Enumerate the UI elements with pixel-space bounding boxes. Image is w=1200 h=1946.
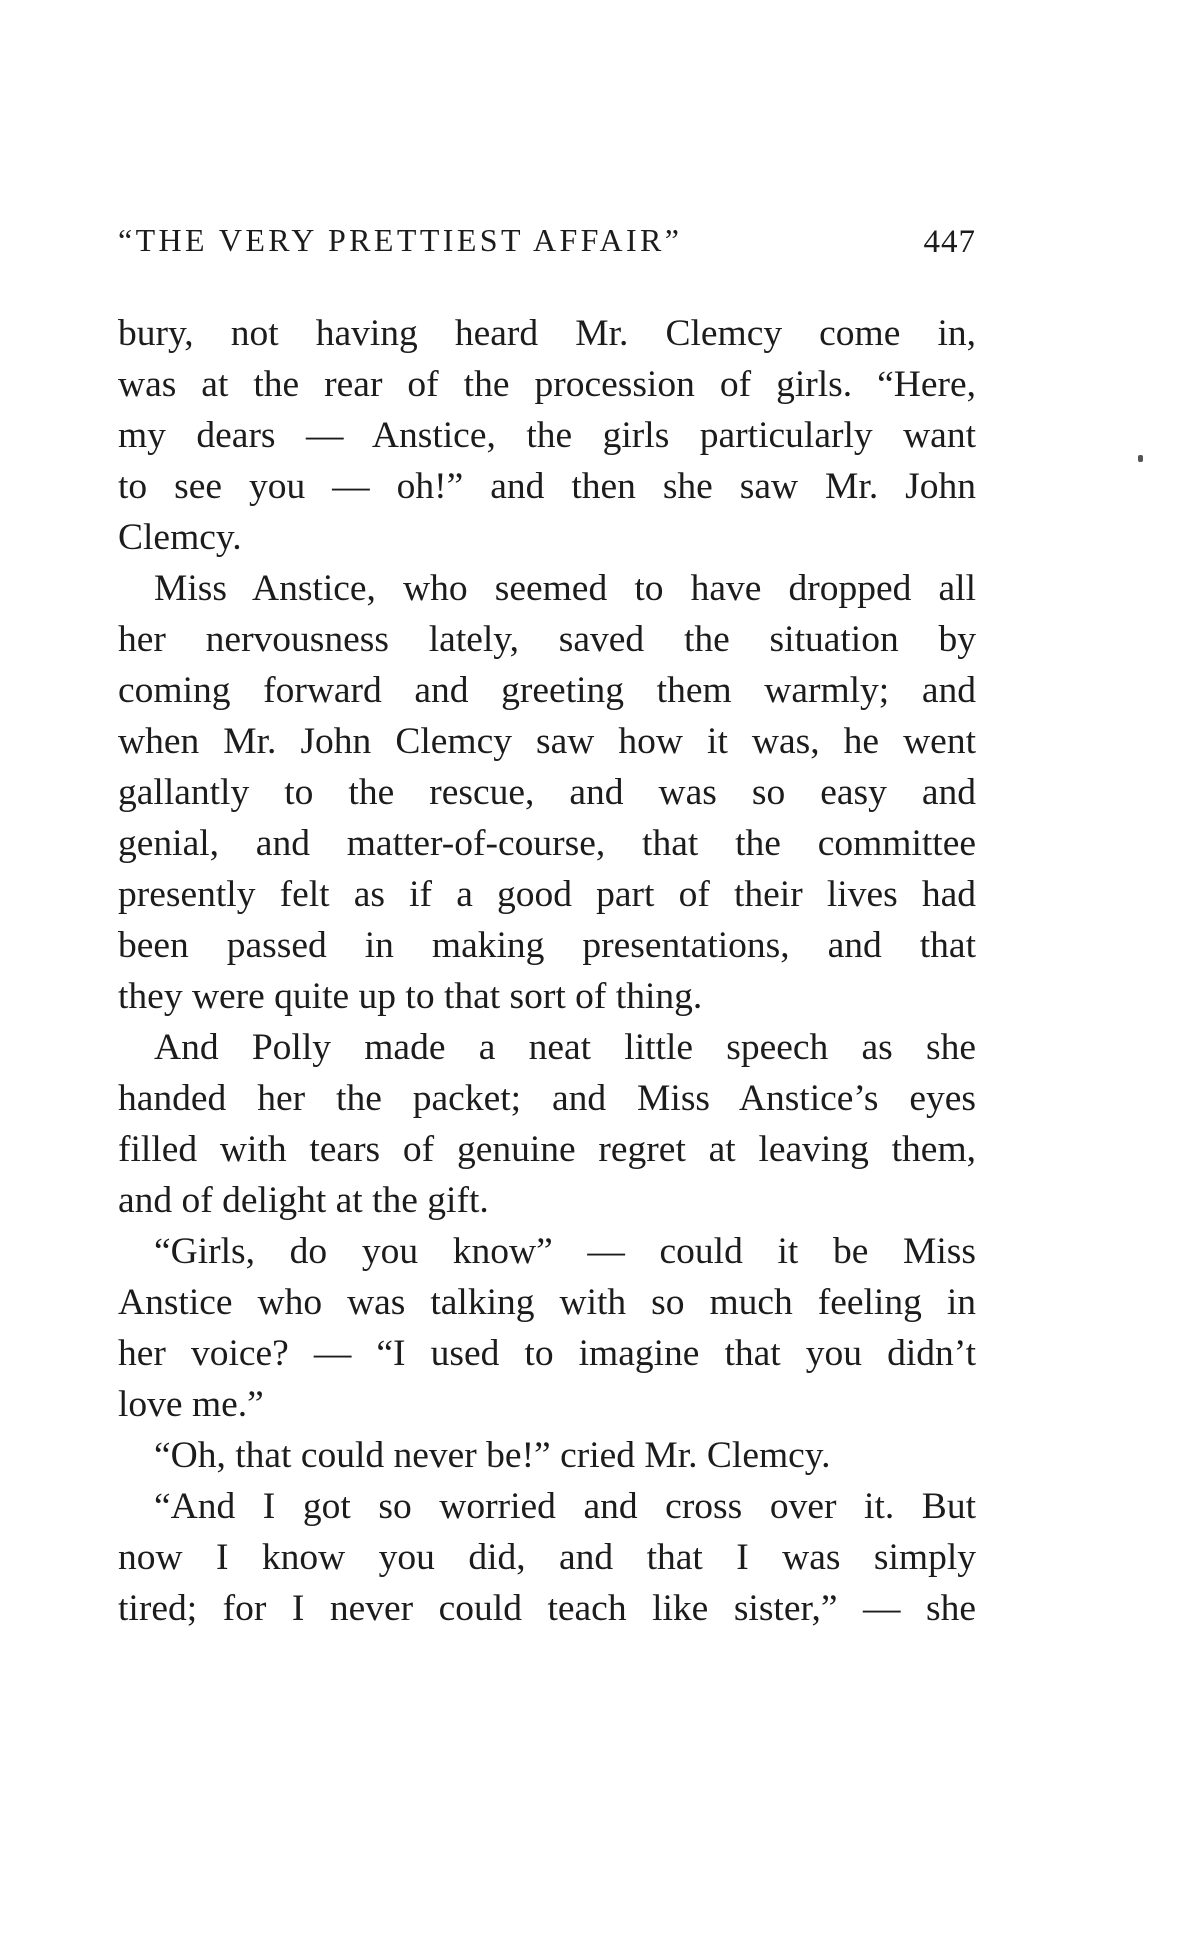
text-line: tired; for I never could teach like sister,” — she (118, 1588, 976, 1629)
text-line: and of delight at the gift. (118, 1180, 489, 1221)
text-line: Miss Anstice, who seemed to have dropped all (154, 568, 976, 609)
text-line: “And I got so worried and cross over it. But (154, 1486, 976, 1527)
text-line: “Oh, that could never be!” cried Mr. Clemcy. (154, 1435, 831, 1476)
text-line: to see you — oh!” and then she saw Mr. John (118, 466, 976, 507)
text-line: And Polly made a neat little speech as she (154, 1027, 976, 1068)
text-line: her voice? — “I used to imagine that you didn’t (118, 1333, 976, 1374)
text-line: when Mr. John Clemcy saw how it was, he went (118, 721, 976, 762)
text-line: they were quite up to that sort of thing. (118, 976, 703, 1017)
text-line: love me.” (118, 1384, 264, 1425)
text-line: now I know you did, and that I was simply (118, 1537, 976, 1578)
running-title: “THE VERY PRETTIEST AFFAIR” (118, 222, 683, 258)
text-line: gallantly to the rescue, and was so easy and (118, 772, 976, 813)
text-line: coming forward and greeting them warmly; and (118, 670, 976, 711)
text-line: filled with tears of genuine regret at leaving them, (118, 1129, 976, 1170)
page-number: 447 (923, 224, 976, 260)
text-line: been passed in making presentations, and that (118, 925, 976, 966)
margin-speck (1138, 455, 1143, 462)
text-line: handed her the packet; and Miss Anstice’s eyes (118, 1078, 976, 1119)
text-line: presently felt as if a good part of their lives had (118, 874, 976, 915)
text-line: Clemcy. (118, 517, 242, 558)
text-line: genial, and matter-of-course, that the committee (118, 823, 976, 864)
text-line: bury, not having heard Mr. Clemcy come in, (118, 313, 976, 354)
text-line: “Girls, do you know” — could it be Miss (154, 1231, 976, 1272)
text-line: was at the rear of the procession of girls. “Here, (118, 364, 976, 405)
running-head (118, 222, 976, 272)
body-text (118, 308, 976, 1634)
text-line: her nervousness lately, saved the situation by (118, 619, 976, 660)
text-line: Anstice who was talking with so much feeling in (118, 1282, 976, 1323)
text-line: my dears — Anstice, the girls particularly want (118, 415, 976, 456)
